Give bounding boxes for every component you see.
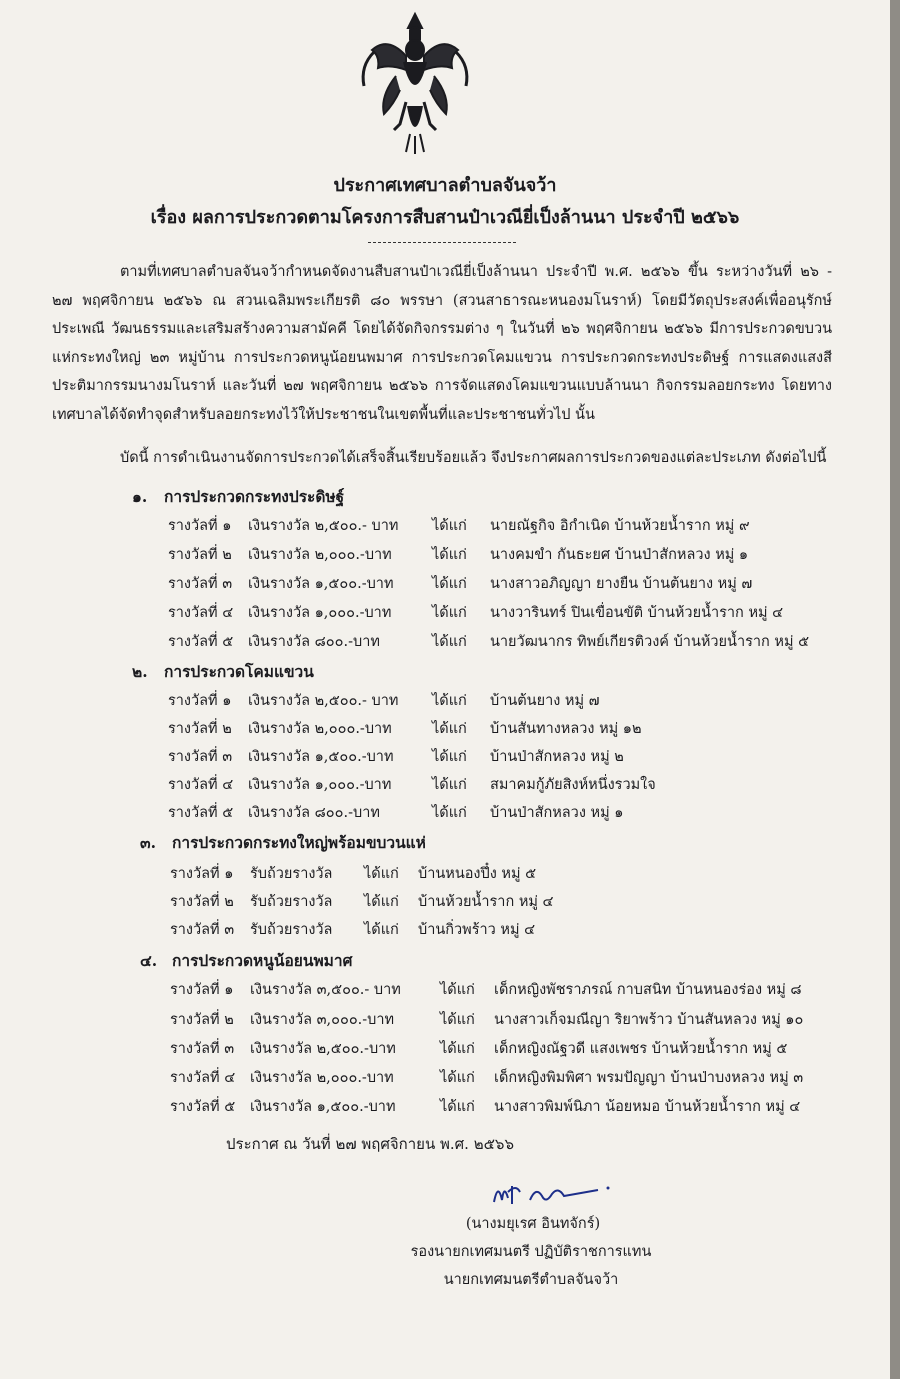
award-prize: เงินรางวัล ๘๐๐.-บาท	[248, 634, 380, 650]
award-winner: บ้านต้นยาง หมู่ ๗	[490, 693, 600, 709]
award-rank: รางวัลที่ ๒	[168, 721, 232, 737]
award-rank: รางวัลที่ ๓	[170, 1041, 235, 1057]
award-rank: รางวัลที่ ๓	[168, 749, 233, 765]
award-prize: รับถ้วยรางวัล	[250, 922, 333, 938]
announcement-date: ประกาศ ณ วันที่ ๒๗ พฤศจิกายน พ.ศ. ๒๕๖๖	[226, 1135, 514, 1153]
section-title: การประกวดกระทงประดิษฐ์	[164, 487, 345, 506]
signature-icon	[486, 1176, 616, 1212]
award-to: ได้แก่	[440, 1099, 475, 1115]
award-winner: นางคมขำ กันธะยศ บ้านป่าสักหลวง หมู่ ๑	[490, 547, 749, 563]
award-prize: เงินรางวัล ๓,๐๐๐.-บาท	[250, 1012, 395, 1028]
award-rank: รางวัลที่ ๕	[170, 1099, 236, 1115]
award-to: ได้แก่	[440, 1070, 475, 1086]
award-rank: รางวัลที่ ๒	[170, 1012, 234, 1028]
award-winner: สมาคมกู้ภัยสิงห์หนึ่งรวมใจ	[490, 777, 656, 793]
section-4-heading	[140, 948, 352, 973]
award-to: ได้แก่	[432, 749, 467, 765]
award-rank: รางวัลที่ ๔	[168, 605, 234, 621]
signer-position: รองนายกเทศมนตรี ปฏิบัติราชการแทน	[410, 1244, 652, 1260]
award-winner: บ้านห้วยน้ำราก หมู่ ๔	[418, 894, 554, 910]
award-winner: นายวัฒนากร ทิพย์เกียรติวงค์ บ้านห้วยน้ำราก หมู่ ๕	[490, 634, 810, 650]
section-title: การประกวดโคมแขวน	[164, 662, 314, 681]
page-edge	[890, 0, 900, 1379]
award-prize: เงินรางวัล ๘๐๐.-บาท	[248, 805, 380, 821]
results-paragraph: บัดนี้ การดำเนินงานจัดการประกวดได้เสร็จสิ้นเรียบร้อยแล้ว จึงประกาศผลการประกวดของแต่ละประเภท ดังต่อไปนี้	[120, 450, 827, 466]
award-prize: รับถ้วยรางวัล	[250, 894, 333, 910]
title-divider	[368, 242, 516, 243]
award-winner: เด็กหญิงพิมพิศา พรมปัญญา บ้านป่าบงหลวง หมู่ ๓	[494, 1070, 804, 1086]
award-to: ได้แก่	[432, 605, 467, 621]
section-1-heading	[132, 484, 344, 509]
award-to: ได้แก่	[364, 866, 399, 882]
award-rank: รางวัลที่ ๑	[168, 693, 232, 709]
award-rank: รางวัลที่ ๒	[170, 894, 234, 910]
award-rank: รางวัลที่ ๒	[168, 547, 232, 563]
section-number: ๑.	[132, 487, 148, 506]
award-winner: นางสาวอภิญญา ยางยืน บ้านต้นยาง หมู่ ๗	[490, 576, 753, 592]
award-to: ได้แก่	[432, 805, 467, 821]
award-to: ได้แก่	[432, 693, 467, 709]
award-prize: รับถ้วยรางวัล	[250, 866, 333, 882]
award-winner: บ้านสันทางหลวง หมู่ ๑๒	[490, 721, 642, 737]
award-rank: รางวัลที่ ๑	[170, 866, 234, 882]
award-winner: นางวารินทร์ ปินเขื่อนขัติ บ้านห้วยน้ำราก หมู่ ๔	[490, 605, 784, 621]
award-prize: เงินรางวัล ๑,๕๐๐.-บาท	[248, 749, 394, 765]
award-to: ได้แก่	[440, 1041, 475, 1057]
award-to: ได้แก่	[432, 721, 467, 737]
award-winner: บ้านป่าสักหลวง หมู่ ๒	[490, 749, 624, 765]
award-to: ได้แก่	[364, 922, 399, 938]
award-rank: รางวัลที่ ๑	[170, 982, 234, 998]
award-rank: รางวัลที่ ๑	[168, 518, 232, 534]
award-to: ได้แก่	[440, 1012, 475, 1028]
award-to: ได้แก่	[432, 634, 467, 650]
garuda-emblem-icon	[350, 6, 480, 156]
section-3-heading	[140, 830, 426, 855]
award-winner: เด็กหญิงณัฐวดี แสงเพชร บ้านห้วยน้ำราก หมู่ ๕	[494, 1041, 788, 1057]
section-number: ๒.	[132, 662, 148, 681]
award-rank: รางวัลที่ ๓	[170, 922, 235, 938]
award-prize: เงินรางวัล ๒,๐๐๐.-บาท	[250, 1070, 394, 1086]
section-title: การประกวดหนูน้อยนพมาศ	[172, 951, 353, 970]
award-winner: เด็กหญิงพัชราภรณ์ กาบสนิท บ้านหนองร่อง หมู่ ๘	[494, 982, 802, 998]
award-prize: เงินรางวัล ๑,๐๐๐.-บาท	[248, 605, 392, 621]
award-rank: รางวัลที่ ๔	[170, 1070, 236, 1086]
signer-name: (นางมยุเรศ อินทจักร์)	[465, 1216, 601, 1232]
award-rank: รางวัลที่ ๓	[168, 576, 233, 592]
award-winner: บ้านหนองปึ๋ง หมู่ ๕	[418, 866, 537, 882]
award-prize: เงินรางวัล ๒,๕๐๐.-บาท	[250, 1041, 396, 1057]
award-prize: เงินรางวัล ๑,๕๐๐.-บาท	[248, 576, 394, 592]
award-prize: เงินรางวัล ๑,๕๐๐.-บาท	[250, 1099, 396, 1115]
announcement-subject: เรื่อง ผลการประกวดตามโครงการสืบสานป๋าเวณียี่เป็งล้านนา ประจำปี ๒๕๖๖	[150, 207, 740, 228]
award-rank: รางวัลที่ ๔	[168, 777, 234, 793]
award-to: ได้แก่	[440, 982, 475, 998]
award-winner: นางสาวเก็จมณีญา ริยาพร้าว บ้านสันหลวง หมู่ ๑๐	[494, 1012, 804, 1028]
award-to: ได้แก่	[432, 576, 467, 592]
award-winner: บ้านป่าสักหลวง หมู่ ๑	[490, 805, 624, 821]
intro-paragraph: ตามที่เทศบาลตำบลจันจว้ากำหนดจัดงานสืบสานป๋าเวณียี่เป็งล้านนา ประจำปี พ.ศ. ๒๕๖๖ ขึ้น ระหว่างวันที่ ๒๖ - ๒๗ พฤศจิกายน ๒๕๖๖ ณ สวนเฉลิมพระเกียรติ ๘๐ พรรษา (สวนสาธารณะหนองมโนราห์) โดยมีวัตถุประสงค์เพื่ออนุรักษ์ประเพณี วัฒนธรรมและเสริมสร้างความสามัคคี โดยได้จัดกิจกรรมต่าง ๆ ในวันที่ ๒๖ พฤศจิกายน ๒๕๖๖ มีการประกวดขบวนแห่กระทงใหญ่ ๒๓ หมู่บ้าน การประกวดหนูน้อยนพมาศ การประกวดโคมแขวน การประกวดกระทงประดิษฐ์ การแสดงแสงสี ประติมากรรมนางมโนราห์ และวันที่ ๒๗ พฤศจิกายน ๒๕๖๖ การจัดแสดงโคมแขวนแบบล้านนา กิจกรรมลอยกระทง โดยทาง เทศบาลได้จัดทำจุดสำหรับลอยกระทงไว้ให้ประชาชนในเขตพื้นที่และประชาชนทั่วไป นั้น	[52, 264, 832, 423]
section-2-heading	[132, 659, 314, 684]
award-prize: เงินรางวัล ๒,๕๐๐.- บาท	[248, 518, 399, 534]
award-rank: รางวัลที่ ๕	[168, 805, 234, 821]
award-winner: นางสาวพิมพ์นิภา น้อยหมอ บ้านห้วยน้ำราก หมู่ ๔	[494, 1099, 801, 1115]
award-to: ได้แก่	[432, 547, 467, 563]
award-prize: เงินรางวัล ๒,๐๐๐.-บาท	[248, 547, 392, 563]
award-to: ได้แก่	[432, 777, 467, 793]
section-number: ๓.	[140, 833, 156, 852]
announcement-title: ประกาศเทศบาลตำบลจันจว้า	[333, 175, 557, 196]
award-winner: บ้านกิ่วพร้าว หมู่ ๔	[418, 922, 536, 938]
award-winner: นายณัฐกิจ อิกำเนิด บ้านห้วยน้ำราก หมู่ ๙	[490, 518, 750, 534]
section-number: ๔.	[140, 951, 158, 970]
award-prize: เงินรางวัล ๓,๕๐๐.- บาท	[250, 982, 401, 998]
award-to: ได้แก่	[432, 518, 467, 534]
signer-title: นายกเทศมนตรีตำบลจันจว้า	[443, 1272, 619, 1288]
award-to: ได้แก่	[364, 894, 399, 910]
award-rank: รางวัลที่ ๕	[168, 634, 234, 650]
award-prize: เงินรางวัล ๒,๕๐๐.- บาท	[248, 693, 399, 709]
award-prize: เงินรางวัล ๑,๐๐๐.-บาท	[248, 777, 392, 793]
award-prize: เงินรางวัล ๒,๐๐๐.-บาท	[248, 721, 392, 737]
section-title: การประกวดกระทงใหญ่พร้อมขบวนแห่	[172, 833, 426, 852]
